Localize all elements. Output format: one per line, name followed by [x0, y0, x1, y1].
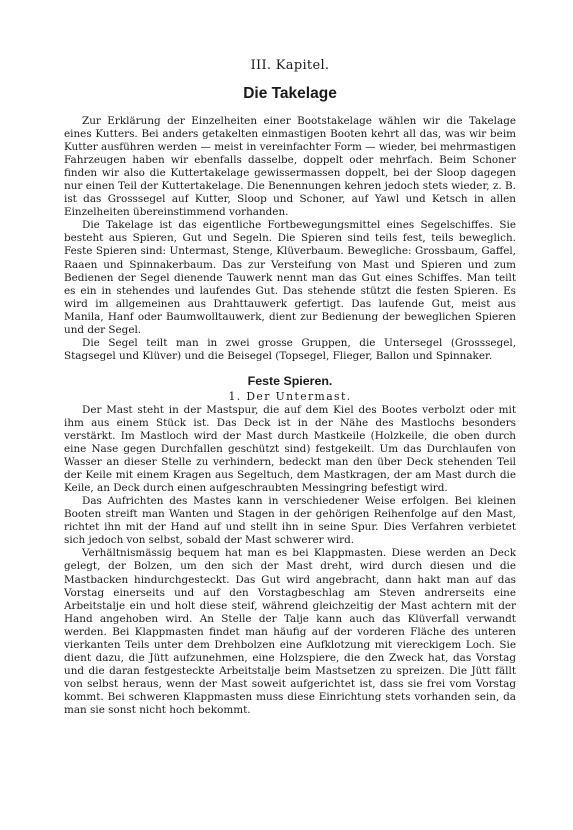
section-paragraph-1: Der Mast steht in der Mastspur, die auf dem Kiel des Bootes verbolzt oder mit ihm aus einem Stück ist. Das Deck ist in der Nähe des Mastlochs besonders verstärkt. Im Mastloch wird der Mast durch Mastkeile (Holzkeile, die oben durch eine Nase gegen Durchfallen geschützt sind) festgekeilt. Um das Durchlaufen von Wasser an dieser Stelle zu verhindern, bedeckt man den über Deck stehenden Teil der Keile mit einem Kragen aus Segeltuch, dem Mastkragen, der am Mast durch die Keile, an Deck durch einen aufgeschraubten Messingring befestigt wird. [64, 403, 516, 495]
intro-paragraph-1: Zur Erklärung der Einzelheiten einer Bootstakelage wählen wir die Takelage eines Kutters. Bei anders getakelten einmastigen Booten kehrt all das, was wir beim Kutter ausführen werden — meist in vereinfachter Form — wieder, bei mehrmastigen Fahrzeugen haben wir ebenfalls dasselbe, doppelt oder mehrfach. Beim Schoner finden wir also die Kuttertakelage gewissermassen doppelt, bei der Sloop dagegen nur einen Teil der Kuttertakelage. Die Benennungen kehren jedoch stets wieder, z. B. ist das Grosssegel auf Kutter, Sloop und Schoner, auf Yawl und Ketsch in allen Einzelheiten übereinstimmend vorhanden. [64, 115, 516, 219]
section-paragraph-2: Das Aufrichten des Mastes kann in verschiedener Weise erfolgen. Bei kleinen Booten streift man Wanten und Stagen in der gehörigen Reihenfolge auf den Mast, richtet ihn mit der Hand auf und stellt ihn in seine Spur. Dies Verfahren verbietet sich jedoch von selbst, sobald der Mast schwerer wird. [64, 495, 516, 547]
chapter-heading: III. Kapitel. [250, 58, 330, 73]
intro-paragraph-2: Die Takelage ist das eigentliche Fortbewegungsmittel eines Segelschiffes. Sie besteht aus Spieren, Gut und Segeln. Die Spieren sind teils fest, teils beweglich. Feste Spieren sind: Untermast, Stenge, Klüverbaum. Bewegliche: Grossbaum, Gaffel, Raaen und Spinnakerbaum. Das zur Versteifung von Mast und Spieren und zum Bedienen der Segel dienende Tauwerk nennt man das Gut eines Schiffes. Man teilt es ein in stehendes und laufendes Gut. Das stehende stützt die festen Spieren. Es wird im allgemeinen aus Drahttauwerk gefertigt. Das laufende Gut, meist aus Manila, Hanf oder Baumwolltauwerk, dient zur Bedienung der beweglichen Spieren und der Segel. [64, 219, 516, 336]
page-content [64, 58, 516, 717]
page-title: Die Takelage [243, 85, 337, 102]
section-title: Feste Spieren. [247, 373, 333, 388]
section-subtitle: 1. Der Untermast. [228, 389, 352, 403]
intro-paragraph-3: Die Segel teilt man in zwei grosse Gruppen, die Untersegel (Grosssegel, Stagsegel und Klüver) und die Beisegel (Topsegel, Flieger, Ballon und Spinnaker. [64, 336, 516, 362]
section-paragraph-3: Verhältnismässig bequem hat man es bei Klappmasten. Diese werden an Deck gelegt, der Bolzen, um den sich der Mast dreht, wird durch diesen und die Mastbacken hindurchgesteckt. Das Gut wird angebracht, dann hakt man auf das Vorstag einerseits und auf den Vorstagbeschlag am Steven andrerseits eine Arbeitstalje ein und holt diese steif, während gleichzeitig der Mast achtern mit der Hand angehoben wird. An Stelle der Talje kann auch das Klüverfall verwandt werden. Bei Klappmasten findet man häufig auf der vorderen Fläche des unteren vierkanten Teils unter dem Drehbolzen eine Aufklotzung mit viereckigem Loch. Sie dient dazu, die Jütt aufzunehmen, eine Holzspiere, die den Zweck hat, das Vorstag und die daran festgesteckte Arbeitstalje beim Mastsetzen zu spreizen. Die Jütt fällt von selbst heraus, wenn der Mast soweit aufgerichtet ist, dass sie frei vom Vorstag kommt. Bei schweren Klappmasten muss diese Einrichtung stets vorhanden sein, da man sie sonst nicht hoch bekommt. [64, 547, 516, 716]
